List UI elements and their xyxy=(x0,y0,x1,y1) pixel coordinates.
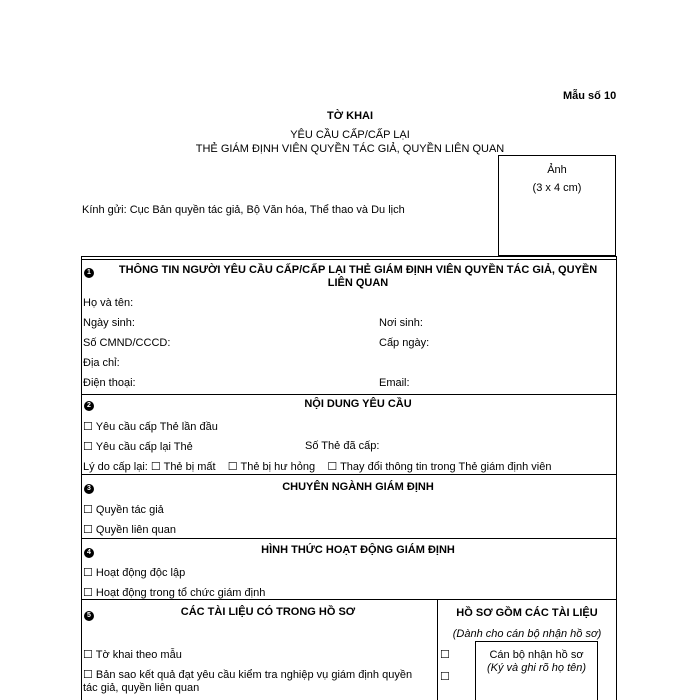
pob-label: Nơi sinh: xyxy=(379,317,423,329)
doc-exam-result-line2: tác giả, quyền liên quan xyxy=(83,682,200,694)
form-subtitle-2: THẺ GIÁM ĐỊNH VIÊN QUYỀN TÁC GIẢ, QUYỀN LIÊN QUAN xyxy=(195,143,505,155)
form-subtitle-1: YÊU CẦU CẤP/CẤP LẠI xyxy=(290,129,410,141)
id-label: Số CMND/CCCD: xyxy=(83,337,171,349)
section5-title: CÁC TÀI LIỆU CÓ TRONG HỒ SƠ xyxy=(180,606,356,618)
section3-title: CHUYÊN NGÀNH GIÁM ĐỊNH xyxy=(282,481,434,493)
received-check-2[interactable]: ☐ xyxy=(440,671,450,683)
address-label: Địa chỉ: xyxy=(83,357,120,369)
section1-title-line2: LIÊN QUAN xyxy=(327,277,389,289)
officer-note: (Ký và ghi rõ họ tên) xyxy=(486,662,587,674)
form-title: TỜ KHAI xyxy=(326,110,374,122)
section5-number: 5 xyxy=(84,608,94,621)
received-docs-title: HỒ SƠ GỒM CÁC TÀI LIỆU xyxy=(456,607,598,619)
section1-title-line1: THÔNG TIN NGƯỜI YÊU CẦU CẤP/CẤP LẠI THẺ GIÁM ĐỊNH VIÊN QUYỀN TÁC GIẢ, QUYỀN xyxy=(118,264,598,276)
reissue-checkbox[interactable]: ☐ Yêu cầu cấp lại Thẻ xyxy=(83,441,193,453)
recipient: Kính gửi: Cục Bản quyền tác giả, Bộ Văn hóa, Thể thao và Du lịch xyxy=(82,204,405,216)
section1-number: 1 xyxy=(84,265,94,278)
phone-label: Điện thoại: xyxy=(83,377,136,389)
section2-number: 2 xyxy=(84,398,94,411)
form-code: Mẫu số 10 xyxy=(563,90,617,102)
organization-checkbox[interactable]: ☐ Hoạt động trong tổ chức giám định xyxy=(83,587,266,599)
section4-number: 4 xyxy=(84,545,94,558)
name-label: Họ và tên: xyxy=(83,297,134,309)
copyright-checkbox[interactable]: ☐ Quyền tác giả xyxy=(83,504,164,516)
doc-exam-result-checkbox[interactable]: ☐ Bản sao kết quả đạt yêu cầu kiểm tra nghiệp vụ giám định quyền xyxy=(83,669,413,681)
officer-box xyxy=(475,641,598,700)
photo-label: Ảnh xyxy=(547,164,567,176)
officer-label: Cán bộ nhận hồ sơ xyxy=(489,649,584,661)
related-rights-checkbox[interactable]: ☐ Quyền liên quan xyxy=(83,524,177,536)
section3-number: 3 xyxy=(84,481,94,494)
section4-title: HÌNH THỨC HOẠT ĐỘNG GIÁM ĐỊNH xyxy=(261,544,455,556)
received-check-1[interactable]: ☐ xyxy=(440,649,450,661)
issue-date-label: Cấp ngày: xyxy=(379,337,430,349)
first-issue-checkbox[interactable]: ☐ Yêu cầu cấp Thẻ lần đầu xyxy=(83,421,218,433)
email-label: Email: xyxy=(379,377,410,389)
independent-checkbox[interactable]: ☐ Hoạt động độc lập xyxy=(83,567,186,579)
dob-label: Ngày sinh: xyxy=(83,317,135,329)
section2-title: NỘI DUNG YÊU CẦU xyxy=(304,398,412,410)
photo-size: (3 x 4 cm) xyxy=(532,182,582,194)
reissue-reason[interactable]: Lý do cấp lại: ☐ Thẻ bị mất ☐ Thẻ bị hư hỏng ☐ Thay đổi thông tin trong Thẻ giám định viên xyxy=(83,461,552,473)
photo-box xyxy=(498,155,616,256)
received-docs-subtitle: (Dành cho cán bộ nhận hồ sơ) xyxy=(452,628,602,640)
card-number-label: Số Thẻ đã cấp: xyxy=(305,440,380,452)
doc-declaration-checkbox[interactable]: ☐ Tờ khai theo mẫu xyxy=(83,649,182,661)
